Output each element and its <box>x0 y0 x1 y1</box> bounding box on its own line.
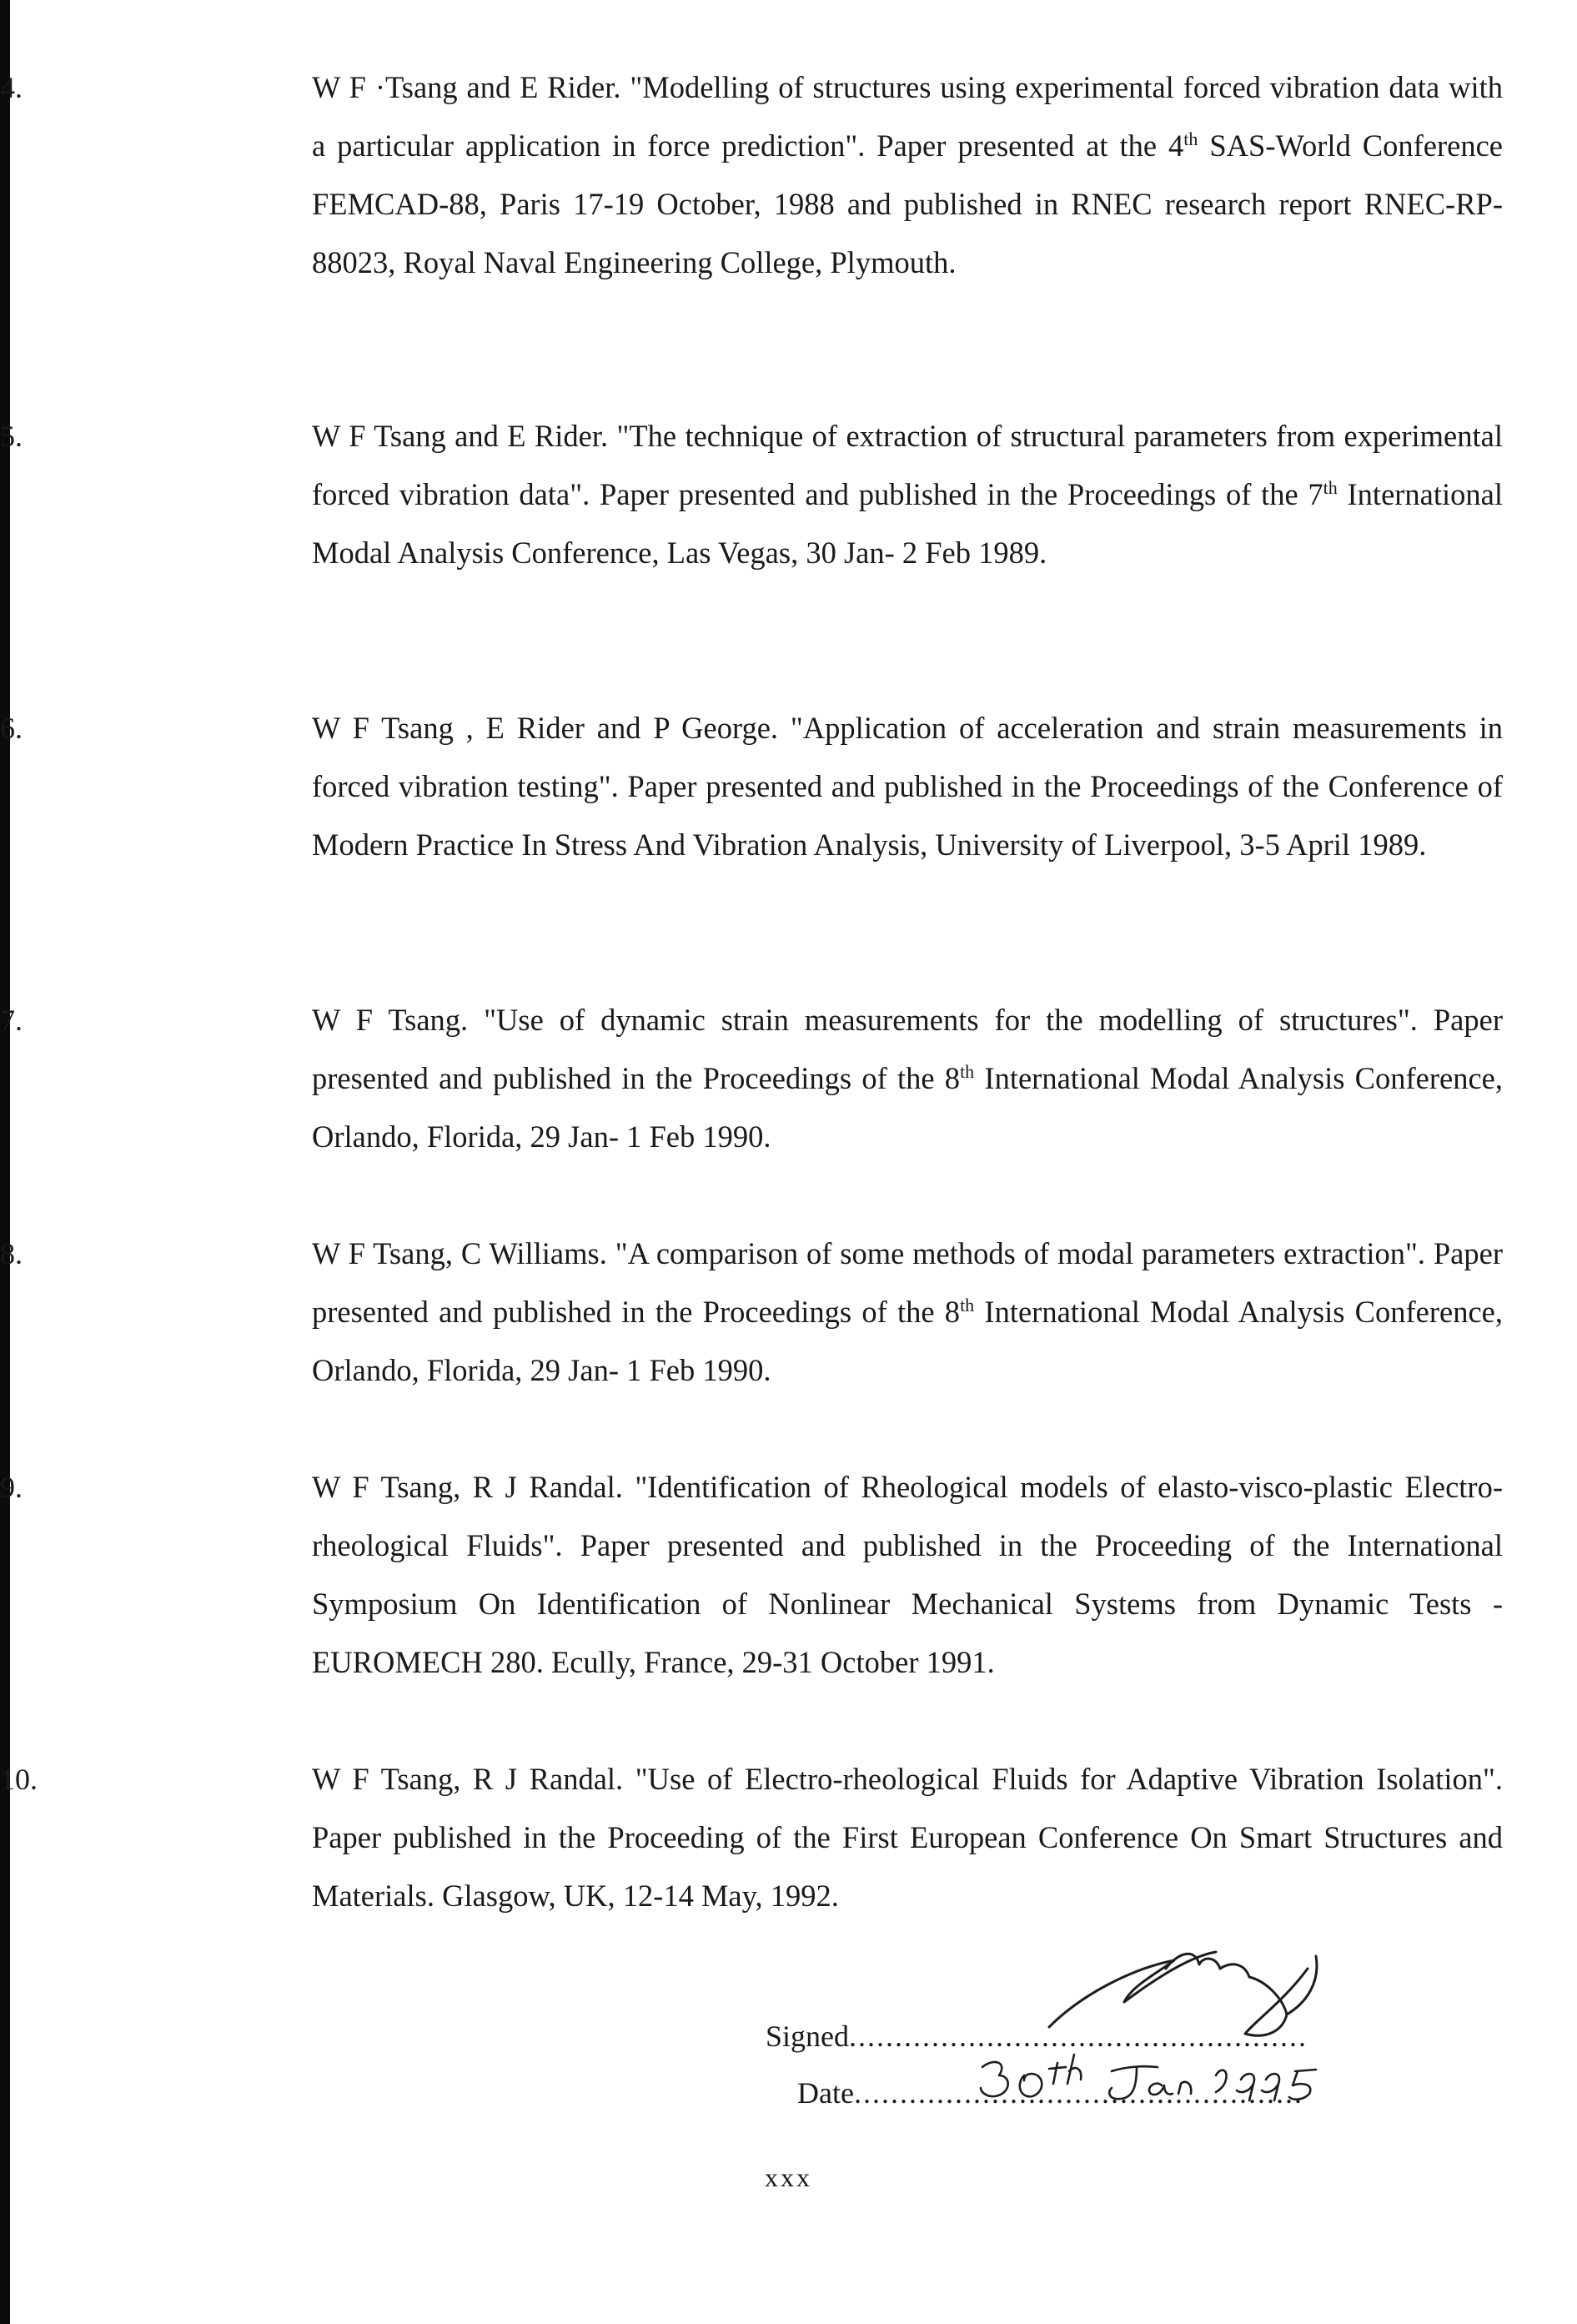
reference-text-part: W F Tsang , E Rider and P George. "Application of acceleration and strain measurements in forced vibration testing". Paper presented and published in the Proceedings of the Conference of Modern Practice In Stress And Vibration Analysis, University of Liverpool, 3-5 April 1989. <box>312 711 1503 862</box>
reference-number: 5. <box>0 420 23 453</box>
reference-text-part: International Modal Analysis Conference, Orlando, Florida, 29 Jan- 1 Feb 1990. <box>312 1295 1503 1387</box>
reference-text <box>312 1458 1503 1692</box>
reference-text <box>312 58 1503 292</box>
reference-item <box>0 1458 1503 1692</box>
reference-text-part: W F Tsang, C Williams. "A comparison of some methods of modal parameters extraction". Paper presented and published in the Proceedings of the 8 <box>312 1236 1503 1329</box>
scan-edge <box>0 0 10 2324</box>
superscript: th <box>1323 476 1338 498</box>
reference-number: 7. <box>0 1004 23 1037</box>
reference-text <box>312 991 1503 1166</box>
signed-label: Signed <box>766 2020 850 2053</box>
reference-item <box>0 1750 1503 1925</box>
reference-text-part: W F Tsang. "Use of dynamic strain measurements for the modelling of structures". Paper presented and published in the Proceedings of the 8 <box>312 1003 1503 1095</box>
handwritten-date <box>966 2042 1399 2117</box>
reference-text <box>312 699 1503 874</box>
reference-number: 10. <box>0 1763 38 1796</box>
reference-text <box>312 407 1503 582</box>
reference-item <box>0 1225 1503 1400</box>
superscript: th <box>1183 128 1198 149</box>
reference-text-part: W F Tsang, R J Randal. "Identification of Rheological models of elasto-visco-plastic Electro-rheological Fluids". Paper presented and published in the Proceeding of the International Symposium On Identification of Nonlinear Mechanical Systems from Dynamic Tests - EUROMECH 280. Ecully, France, 29-31 October 1991. <box>312 1470 1503 1679</box>
date-label: Date <box>797 2076 854 2110</box>
reference-text-part: W F Tsang, R J Randal. "Use of Electro-rheological Fluids for Adaptive Vibration Isolation". Paper published in the Proceeding of the First European Conference On Smart Structures and Materials. Glasgow, UK, 12-14 May, 1992. <box>312 1762 1503 1913</box>
reference-text-part: SAS-World Conference FEMCAD-88, Paris 17-19 October, 1988 and published in RNEC research report RNEC-RP-88023, Royal Naval Engineering College, Plymouth. <box>312 128 1503 279</box>
reference-text-part: W F Tsang and E Rider. "The technique of extraction of structural parameters from experimental forced vibration data". Paper presented and published in the Proceedings of the 7 <box>312 419 1503 511</box>
date-dots: ................................................. <box>853 2076 1303 2110</box>
reference-number: 9. <box>0 1471 23 1504</box>
superscript: th <box>960 1294 975 1315</box>
signature-block <box>766 1935 1516 2135</box>
reference-text <box>312 1750 1503 1925</box>
reference-number: 4. <box>0 71 23 104</box>
reference-text-part: International Modal Analysis Conference, Las Vegas, 30 Jan- 2 Feb 1989. <box>312 477 1503 570</box>
page-number: xxx <box>765 2162 812 2192</box>
reference-number: 6. <box>0 712 23 745</box>
superscript: th <box>960 1060 975 1082</box>
reference-item <box>0 407 1503 582</box>
reference-item <box>0 58 1503 292</box>
reference-text-part: International Modal Analysis Conference, Orlando, Florida, 29 Jan- 1 Feb 1990. <box>312 1061 1503 1154</box>
reference-number: 8. <box>0 1237 23 1270</box>
reference-item <box>0 991 1503 1166</box>
reference-text <box>312 1225 1503 1400</box>
reference-item <box>0 699 1503 874</box>
signed-dots: .................................................. <box>849 2020 1308 2053</box>
reference-text-part: W F ·Tsang and E Rider. "Modelling of structures using experimental forced vibration data with a particular application in force prediction". Paper presented at the 4 <box>312 70 1503 163</box>
